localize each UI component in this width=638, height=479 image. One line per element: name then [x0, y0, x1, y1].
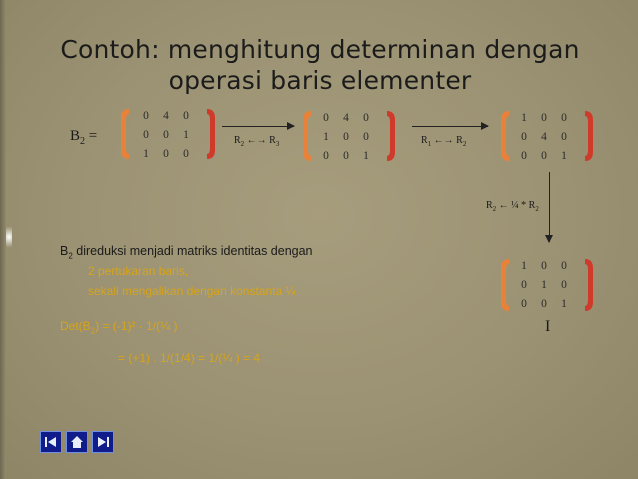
- determinant-line-2: = (+1) . 1/(1/4) = 1/(¼ ) = 4: [118, 351, 261, 365]
- matrix-cell: 0: [521, 149, 527, 162]
- last-slide-icon: [96, 435, 110, 449]
- first-slide-button[interactable]: [40, 431, 62, 453]
- matrix-bracket-left: [500, 258, 510, 312]
- description-step-1: 2 pertukaran baris,: [88, 264, 189, 278]
- matrix-cell: 0: [363, 130, 369, 143]
- matrix-cell: 0: [143, 109, 149, 122]
- operation-r2-swap-r3: $R_2$ ←→ $R_3$: [234, 135, 280, 148]
- matrix-cell: 0: [521, 297, 527, 310]
- matrix-cell: 0: [163, 128, 169, 141]
- matrix-cell: 0: [561, 278, 567, 291]
- first-slide-icon: [44, 435, 58, 449]
- matrix-cell: 1: [363, 149, 369, 162]
- matrix-cell: 1: [521, 259, 527, 272]
- matrix-cell: 1: [323, 130, 329, 143]
- matrix-bracket-right: [206, 108, 216, 160]
- matrix-bracket-left: [500, 110, 510, 162]
- last-slide-button[interactable]: [92, 431, 114, 453]
- matrix-cell: 0: [541, 259, 547, 272]
- matrix-cell: 1: [521, 111, 527, 124]
- home-icon: [70, 435, 84, 449]
- matrix-cells: [316, 108, 376, 165]
- arrow-right-2: [412, 126, 488, 127]
- matrix-bracket-left: [120, 108, 130, 160]
- matrix-cell: 1: [143, 147, 149, 160]
- matrix-bracket-left: [302, 110, 312, 162]
- operation-r1-swap-r2: $R_1$ ←→ $R_2$: [421, 135, 467, 148]
- b2-label: $B_2$ =: [70, 128, 98, 147]
- description-step-2: sekali mengalikan dengan konstanta ¼: [88, 284, 296, 298]
- matrix-cells: [514, 256, 574, 313]
- matrix-cell: 1: [541, 278, 547, 291]
- matrix-cell: 0: [163, 147, 169, 160]
- matrix-cells: [514, 108, 574, 165]
- matrix-cell: 0: [521, 130, 527, 143]
- matrix-cell: 0: [343, 130, 349, 143]
- matrix-cell: 0: [561, 111, 567, 124]
- matrix-cell: 0: [541, 149, 547, 162]
- matrix-cell: 0: [323, 111, 329, 124]
- matrix-cell: 0: [561, 259, 567, 272]
- slide-navigation: [40, 431, 114, 453]
- reduction-description: $B_2$ direduksi menjadi matriks identitas dengan: [60, 244, 313, 261]
- matrix-cell: 0: [143, 128, 149, 141]
- determinant-line-1: $Det(B_2) = (-1)^2$ · 1/(¼ ): [60, 319, 178, 336]
- matrix-cell: 0: [323, 149, 329, 162]
- matrix-cell: 4: [541, 130, 547, 143]
- title-line-2: operasi baris elementer: [168, 66, 472, 95]
- identity-label: I: [545, 318, 551, 335]
- arrow-right-1: [222, 126, 294, 127]
- matrix-cell: 1: [183, 128, 189, 141]
- slide-title: [60, 34, 580, 96]
- matrix-cell: 0: [363, 111, 369, 124]
- operation-r2-scale: $R_2$ ← ¼ * $R_2$: [486, 200, 539, 213]
- matrix-cell: 1: [561, 149, 567, 162]
- matrix-cell: 4: [343, 111, 349, 124]
- matrix-cell: 4: [163, 109, 169, 122]
- home-button[interactable]: [66, 431, 88, 453]
- matrix-cell: 0: [183, 147, 189, 160]
- matrix-bracket-right: [584, 110, 594, 162]
- matrix-bracket-right: [386, 110, 396, 162]
- matrix-cell: 0: [561, 130, 567, 143]
- edge-glint: [6, 222, 12, 252]
- matrix-cell: 0: [183, 109, 189, 122]
- matrix-cell: 1: [561, 297, 567, 310]
- matrix-cell: 0: [541, 297, 547, 310]
- title-line-1: Contoh: menghitung determinan dengan: [60, 35, 580, 64]
- matrix-cells: [136, 106, 196, 163]
- matrix-cell: 0: [541, 111, 547, 124]
- matrix-cell: 0: [343, 149, 349, 162]
- matrix-cell: 0: [521, 278, 527, 291]
- matrix-bracket-right: [584, 258, 594, 312]
- arrow-down: [549, 172, 550, 242]
